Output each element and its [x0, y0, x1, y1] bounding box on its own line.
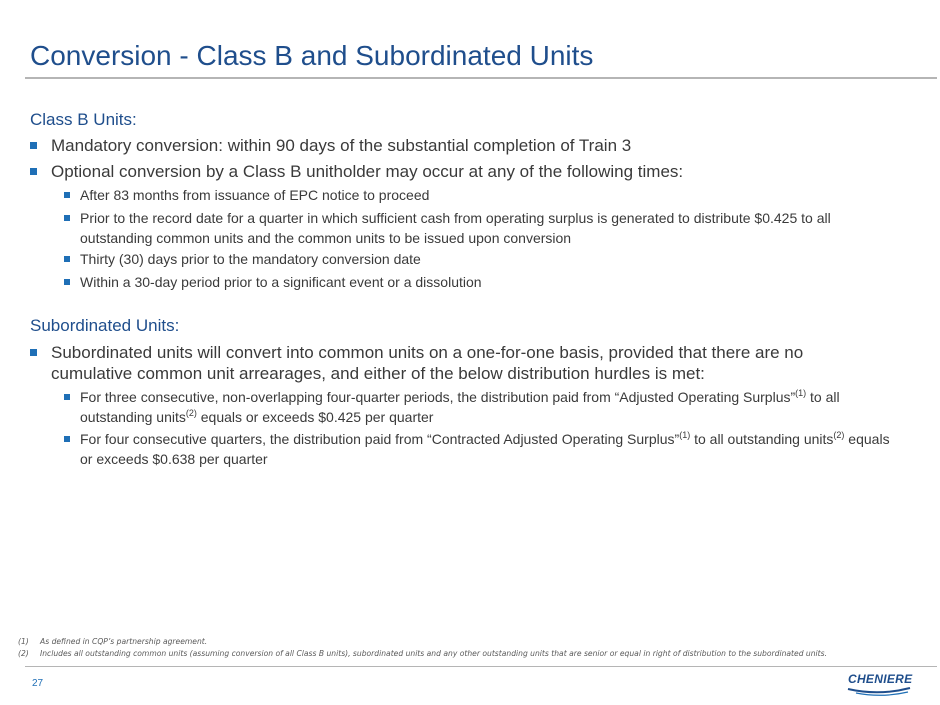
square-bullet-icon	[64, 192, 70, 198]
square-bullet-icon	[64, 279, 70, 285]
class-b-sub-item	[64, 208, 900, 248]
bullet-text: Subordinated units will convert into common units on a one-for-one basis, provided that there are no cumulative common unit arrearages, and either of the below distribution hurdles is met:	[51, 343, 804, 383]
class-b-sub-item	[64, 185, 900, 205]
class-b-sub-item	[64, 249, 900, 269]
cheniere-logo	[846, 672, 912, 696]
footnote: (2) Includes all outstanding common units (assuming conversion of all Class B units), subordinated units and any other outstanding units that are senior or equal in right of distribution to the subordinated units.	[18, 649, 828, 658]
subordinated-sub-item	[64, 429, 900, 469]
sub-bullet-text: For four consecutive quarters, the distribution paid from “Contracted Adjusted Operating Surplus”$^{(1)}$ to all outstanding units$^{(2)}$ equals or exceeds $0.638 per quarter	[80, 430, 890, 467]
sub-bullet-text: For three consecutive, non-overlapping four-quarter periods, the distribution paid from “Adjusted Operating Surplus”$^{(1)}$ to all outstanding units$^{(2)}$ equals or exceeds $0.425 per quarter	[80, 388, 840, 425]
page-title: Conversion - Class B and Subordinated Units	[30, 40, 594, 71]
footer-divider	[25, 666, 937, 667]
footnotes	[18, 636, 827, 660]
title-divider	[25, 77, 937, 79]
square-bullet-icon	[64, 215, 70, 221]
square-bullet-icon	[30, 142, 37, 149]
bullet-text: Mandatory conversion: within 90 days of the substantial completion of Train 3	[51, 136, 632, 155]
logo-wordmark: CHENIERE	[848, 672, 913, 686]
square-bullet-icon	[30, 349, 37, 356]
subordinated-sub-item	[64, 387, 900, 427]
square-bullet-icon	[30, 168, 37, 175]
sub-bullet-text: Thirty (30) days prior to the mandatory conversion date	[80, 251, 421, 267]
class-b-bullet-optional	[30, 161, 866, 182]
page-number: 27	[32, 678, 44, 689]
sub-bullet-text: Within a 30-day period prior to a significant event or a dissolution	[80, 274, 482, 290]
class-b-sub-item	[64, 272, 900, 292]
bullet-text: Optional conversion by a Class B unitholder may occur at any of the following times:	[51, 162, 684, 181]
square-bullet-icon	[64, 394, 70, 400]
square-bullet-icon	[64, 436, 70, 442]
subordinated-bullet	[30, 342, 866, 384]
logo-swoosh-icon	[846, 686, 912, 696]
subordinated-heading: Subordinated Units:	[30, 316, 180, 335]
sub-bullet-text: After 83 months from issuance of EPC notice to proceed	[80, 187, 430, 203]
class-b-heading: Class B Units:	[30, 110, 137, 129]
footnote: (1) As defined in CQP’s partnership agreement.	[18, 637, 208, 646]
class-b-bullet-mandatory	[30, 135, 866, 156]
square-bullet-icon	[64, 256, 70, 262]
sub-bullet-text: Prior to the record date for a quarter in which sufficient cash from operating surplus is generated to distribute $0.425 to all outstanding common units and the common units to be issued upon conversion	[80, 210, 831, 246]
